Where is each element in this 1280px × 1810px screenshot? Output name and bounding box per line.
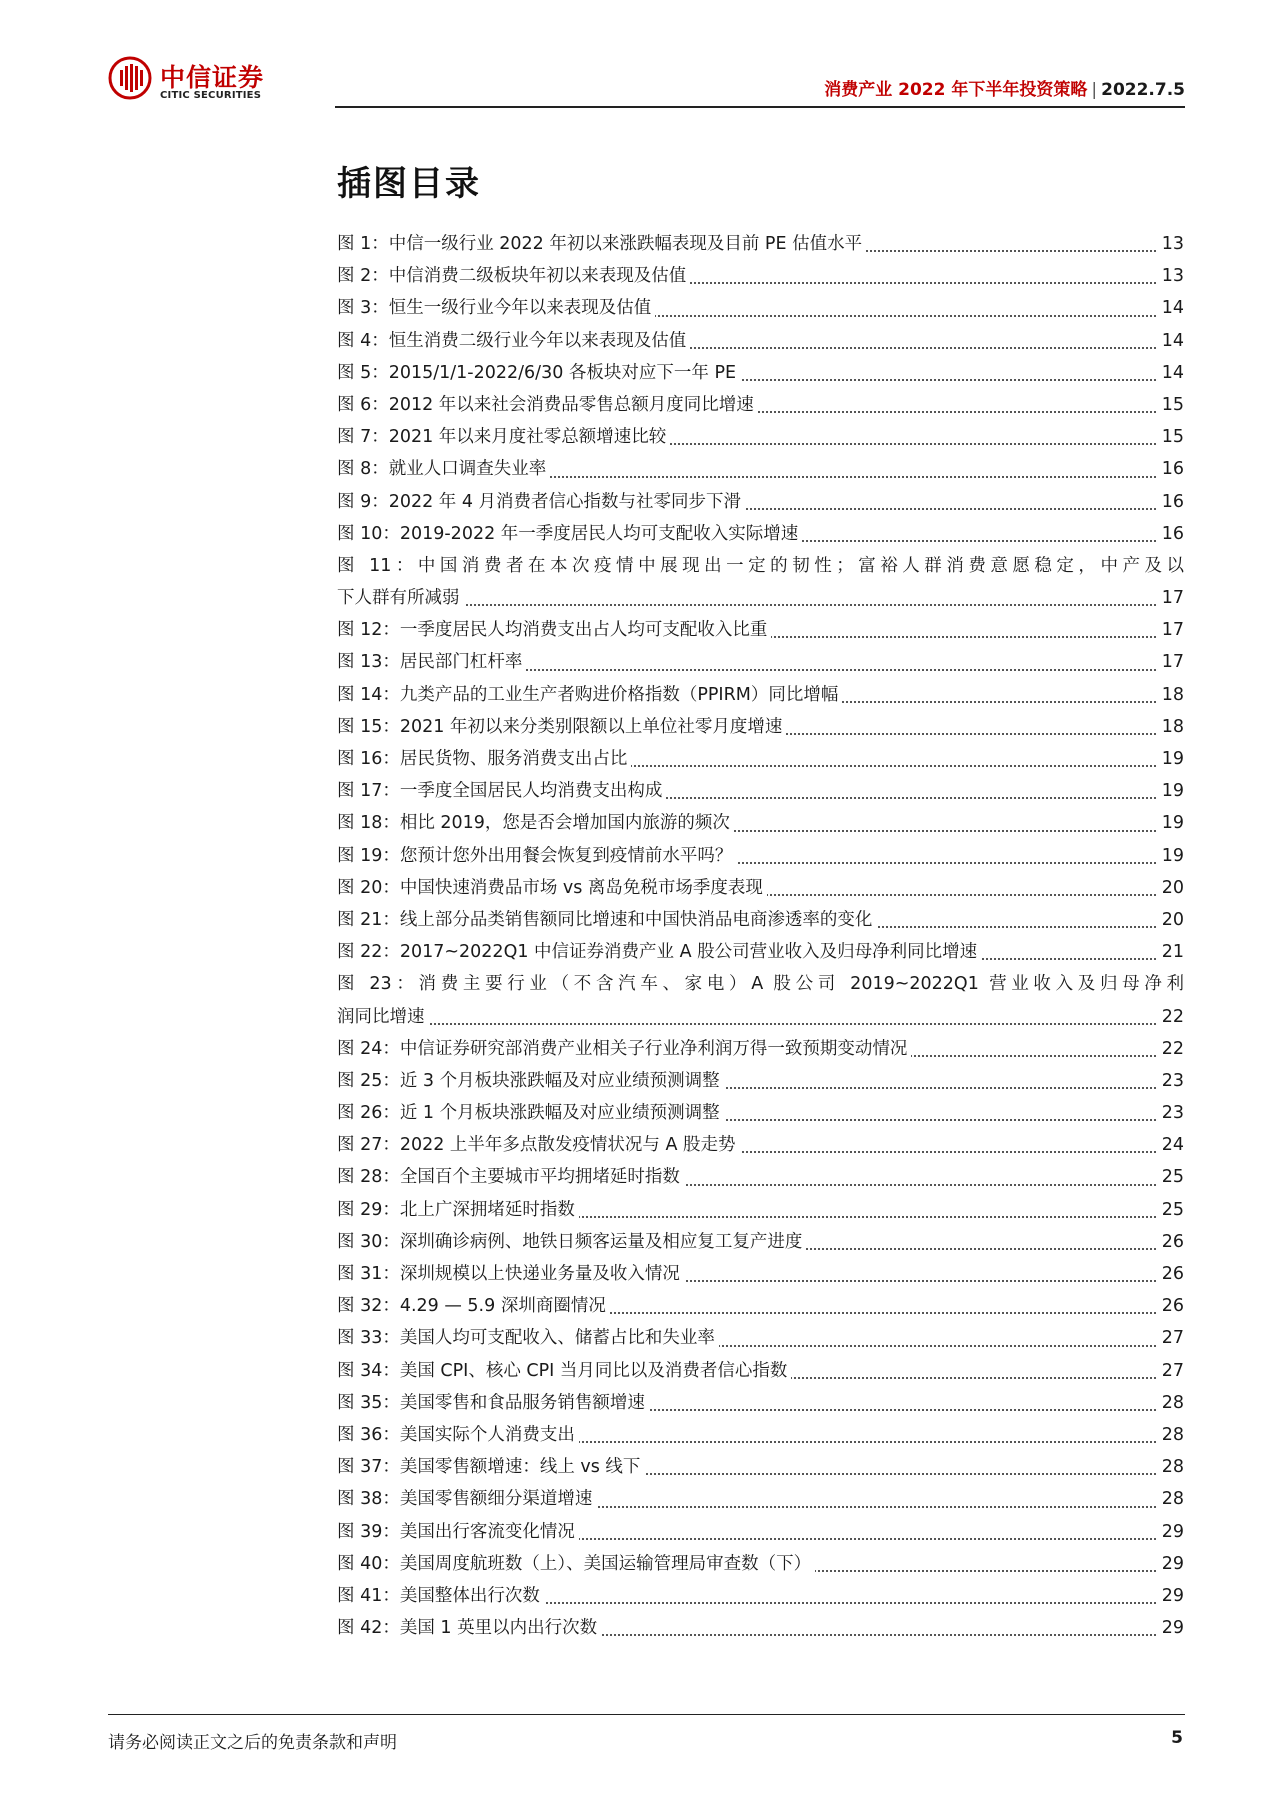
toc-entry-page: 22 [1158, 1001, 1184, 1033]
toc-entry[interactable] [337, 1226, 1184, 1258]
toc-entry-label: 图 18：相比 2019，您是否会增加国内旅游的频次 [337, 813, 734, 833]
toc-entry-label: 图 34：美国 CPI、核心 CPI 当月同比以及消费者信心指数 [337, 1361, 791, 1381]
toc-entry-page: 28 [1158, 1451, 1184, 1483]
toc-entry[interactable] [337, 1065, 1184, 1097]
logo-text-en: CITIC SECURITIES [160, 90, 262, 101]
toc-entry-page: 29 [1158, 1516, 1184, 1548]
toc-entry-page: 17 [1158, 646, 1184, 678]
toc-entry[interactable] [337, 840, 1184, 872]
toc-entry-label: 图 9：2022 年 4 月消费者信心指数与社零同步下滑 [337, 492, 745, 512]
toc-entry-label: 图 38：美国零售额细分渠道增速 [337, 1489, 596, 1509]
toc-entry-label: 图 15：2021 年初以来分类别限额以上单位社零月度增速 [337, 717, 786, 737]
toc-entry-label: 图 39：美国出行客流变化情况 [337, 1522, 579, 1542]
toc-entry-label: 图 6：2012 年以来社会消费品零售总额月度同比增速 [337, 395, 758, 415]
toc-entry-page: 28 [1158, 1387, 1184, 1419]
toc-entry[interactable] [337, 550, 1184, 614]
toc-entry-page: 19 [1158, 775, 1184, 807]
toc-entry-page: 26 [1158, 1290, 1184, 1322]
toc-entry-page: 29 [1158, 1612, 1184, 1644]
toc-entry-label: 图 17：一季度全国居民人均消费支出构成 [337, 781, 666, 801]
toc-entry-line2 [337, 1001, 1184, 1033]
toc-entry-label: 图 4：恒生消费二级行业今年以来表现及估值 [337, 331, 690, 351]
toc-entry[interactable] [337, 1161, 1184, 1193]
toc-entry[interactable] [337, 389, 1184, 421]
report-header [824, 75, 1185, 100]
report-date: 2022.7.5 [1101, 80, 1185, 100]
dot-leader [337, 604, 1184, 606]
report-title: 消费产业 2022 年下半年投资策略 [824, 80, 1088, 100]
toc-entry-page: 15 [1158, 389, 1184, 421]
toc-entry-label: 图 32：4.29 — 5.9 深圳商圈情况 [337, 1296, 610, 1316]
toc-entry-page: 13 [1158, 228, 1184, 260]
toc-entry-label: 图 24：中信证券研究部消费产业相关子行业净利润万得一致预期变动情况 [337, 1039, 911, 1059]
toc-entry-label: 图 23：消费主要行业（不含汽车、家电）A 股公司 2019~2022Q1 营业收入及归母净利 [337, 974, 1184, 995]
toc-entry[interactable] [337, 1612, 1184, 1644]
toc-entry[interactable] [337, 807, 1184, 839]
toc-entry[interactable] [337, 743, 1184, 775]
toc-entry-page: 20 [1158, 904, 1184, 936]
toc-entry-page: 25 [1158, 1194, 1184, 1226]
toc-entry[interactable] [337, 936, 1184, 968]
toc-entry[interactable] [337, 325, 1184, 357]
toc-entry-label: 图 40：美国周度航班数（上）、美国运输管理局审查数（下） [337, 1554, 815, 1574]
toc-entry[interactable] [337, 1419, 1184, 1451]
toc-entry[interactable] [337, 775, 1184, 807]
toc-entry-label: 图 42：美国 1 英里以内出行次数 [337, 1618, 601, 1638]
toc-entry-page: 19 [1158, 743, 1184, 775]
toc-entry-label: 图 36：美国实际个人消费支出 [337, 1425, 579, 1445]
toc-entry[interactable] [337, 711, 1184, 743]
toc-entry-page: 22 [1158, 1033, 1184, 1065]
toc-entry-page: 16 [1158, 453, 1184, 485]
toc-entry-page: 29 [1158, 1548, 1184, 1580]
toc-entry-page: 25 [1158, 1161, 1184, 1193]
toc-entry-label: 图 5：2015/1/1-2022/6/30 各板块对应下一年 PE [337, 363, 740, 383]
toc-entry[interactable] [337, 872, 1184, 904]
toc-entry[interactable] [337, 453, 1184, 485]
toc-entry-page: 15 [1158, 421, 1184, 453]
toc-entry-page: 13 [1158, 260, 1184, 292]
toc-entry[interactable] [337, 1258, 1184, 1290]
toc-entry-line2 [337, 582, 1184, 614]
toc-entry[interactable] [337, 1548, 1184, 1580]
toc-entry-page: 21 [1158, 936, 1184, 968]
toc-entry-label: 图 30：深圳确诊病例、地铁日频客运量及相应复工复产进度 [337, 1232, 806, 1252]
toc-entry[interactable] [337, 1194, 1184, 1226]
toc-entry-page: 26 [1158, 1226, 1184, 1258]
toc-entry[interactable] [337, 1290, 1184, 1322]
toc-entry[interactable] [337, 1516, 1184, 1548]
citic-logo-icon [108, 56, 152, 100]
toc-entry[interactable] [337, 1483, 1184, 1515]
toc-entry-page: 19 [1158, 807, 1184, 839]
toc-entry[interactable] [337, 1355, 1184, 1387]
toc-entry-label: 图 20：中国快速消费品市场 vs 离岛免税市场季度表现 [337, 878, 767, 898]
toc-entry[interactable] [337, 518, 1184, 550]
toc-entry[interactable] [337, 1097, 1184, 1129]
toc-entry[interactable] [337, 1580, 1184, 1612]
toc-entry[interactable] [337, 1451, 1184, 1483]
toc-entry-page: 14 [1158, 325, 1184, 357]
footer-divider [108, 1714, 1185, 1715]
toc-entry[interactable] [337, 904, 1184, 936]
toc-entry-label: 图 41：美国整体出行次数 [337, 1586, 544, 1606]
toc-entry-label: 图 16：居民货物、服务消费支出占比 [337, 749, 631, 769]
toc-entry-label: 图 14：九类产品的工业生产者购进价格指数（PPIRM）同比增幅 [337, 685, 842, 705]
toc-entry[interactable] [337, 646, 1184, 678]
toc-entry-page: 28 [1158, 1419, 1184, 1451]
header-separator: | [1091, 80, 1098, 100]
toc-entry-label-cont: 下人群有所减弱 [337, 588, 464, 608]
toc-entry-label: 图 10：2019-2022 年一季度居民人均可支配收入实际增速 [337, 524, 802, 544]
toc-entry-page: 18 [1158, 711, 1184, 743]
toc-entry-page: 16 [1158, 486, 1184, 518]
toc-entry-page: 23 [1158, 1097, 1184, 1129]
toc-entry[interactable] [337, 292, 1184, 324]
toc-entry-page: 29 [1158, 1580, 1184, 1612]
toc-entry[interactable] [337, 228, 1184, 260]
toc-entry[interactable] [337, 357, 1184, 389]
toc-entry-label: 图 29：北上广深拥堵延时指数 [337, 1200, 579, 1220]
page-title: 插图目录 [337, 164, 481, 204]
toc-entry-label: 图 28：全国百个主要城市平均拥堵延时指数 [337, 1167, 684, 1187]
toc-entry-page: 14 [1158, 357, 1184, 389]
toc-entry-label: 图 33：美国人均可支配收入、储蓄占比和失业率 [337, 1328, 719, 1348]
toc-entry-page: 27 [1158, 1322, 1184, 1354]
toc-entry-label: 图 21：线上部分品类销售额同比增速和中国快消品电商渗透率的变化 [337, 910, 876, 930]
toc-entry[interactable] [337, 679, 1184, 711]
toc-entry-page: 23 [1158, 1065, 1184, 1097]
toc-entry-label: 图 19：您预计您外出用餐会恢复到疫情前水平吗？ [337, 846, 736, 866]
toc-entry-label: 图 25：近 3 个月板块涨跌幅及对应业绩预测调整 [337, 1071, 724, 1091]
toc-entry-label-cont: 润同比增速 [337, 1007, 429, 1027]
toc-entry-page: 27 [1158, 1355, 1184, 1387]
toc-entry[interactable] [337, 614, 1184, 646]
toc-entry[interactable] [337, 260, 1184, 292]
toc-entry-page: 20 [1158, 872, 1184, 904]
toc-entry-page: 28 [1158, 1483, 1184, 1515]
toc-entry-page: 17 [1158, 582, 1184, 614]
toc-entry-label: 图 13：居民部门杠杆率 [337, 652, 526, 672]
toc-entry-label: 图 12：一季度居民人均消费支出占人均可支配收入比重 [337, 620, 771, 640]
toc-entry[interactable] [337, 1387, 1184, 1419]
toc-entry-page: 16 [1158, 518, 1184, 550]
toc-entry-label: 图 2：中信消费二级板块年初以来表现及估值 [337, 266, 690, 286]
toc-entry[interactable] [337, 968, 1184, 1032]
toc-entry-label: 图 26：近 1 个月板块涨跌幅及对应业绩预测调整 [337, 1103, 724, 1123]
toc-entry-label: 图 35：美国零售和食品服务销售额增速 [337, 1393, 649, 1413]
dot-leader [337, 1023, 1184, 1025]
toc-entry-label: 图 31：深圳规模以上快递业务量及收入情况 [337, 1264, 684, 1284]
logo-text-cn: 中信证券 [160, 63, 265, 92]
toc-entry-label: 图 1：中信一级行业 2022 年初以来涨跌幅表现及目前 PE 估值水平 [337, 234, 866, 254]
toc-entry-page: 19 [1158, 840, 1184, 872]
toc-entry-label: 图 22：2017~2022Q1 中信证券消费产业 A 股公司营业收入及归母净利同比增速 [337, 942, 981, 962]
page-number: 5 [1171, 1728, 1183, 1748]
toc-entry-page: 24 [1158, 1129, 1184, 1161]
toc-entry[interactable] [337, 1033, 1184, 1065]
toc-entry-page: 18 [1158, 679, 1184, 711]
toc-entry-page: 17 [1158, 614, 1184, 646]
toc-entry[interactable] [337, 1322, 1184, 1354]
header-divider [335, 106, 1185, 108]
figure-list [337, 228, 1184, 1644]
toc-entry[interactable] [337, 1129, 1184, 1161]
citic-logo [108, 56, 283, 106]
toc-entry-label: 图 8：就业人口调查失业率 [337, 459, 550, 479]
toc-entry-page: 26 [1158, 1258, 1184, 1290]
toc-entry[interactable] [337, 486, 1184, 518]
toc-entry-label: 图 11：中国消费者在本次疫情中展现出一定的韧性；富裕人群消费意愿稳定，中产及以 [337, 555, 1184, 576]
toc-entry-label: 图 7：2021 年以来月度社零总额增速比较 [337, 427, 670, 447]
toc-entry-label: 图 27：2022 上半年多点散发疫情状况与 A 股走势 [337, 1135, 740, 1155]
toc-entry-page: 14 [1158, 292, 1184, 324]
toc-entry-label: 图 37：美国零售额增速：线上 vs 线下 [337, 1457, 644, 1477]
toc-entry[interactable] [337, 421, 1184, 453]
disclaimer-note: 请务必阅读正文之后的免责条款和声明 [108, 1733, 397, 1753]
toc-entry-label: 图 3：恒生一级行业今年以来表现及估值 [337, 298, 655, 318]
